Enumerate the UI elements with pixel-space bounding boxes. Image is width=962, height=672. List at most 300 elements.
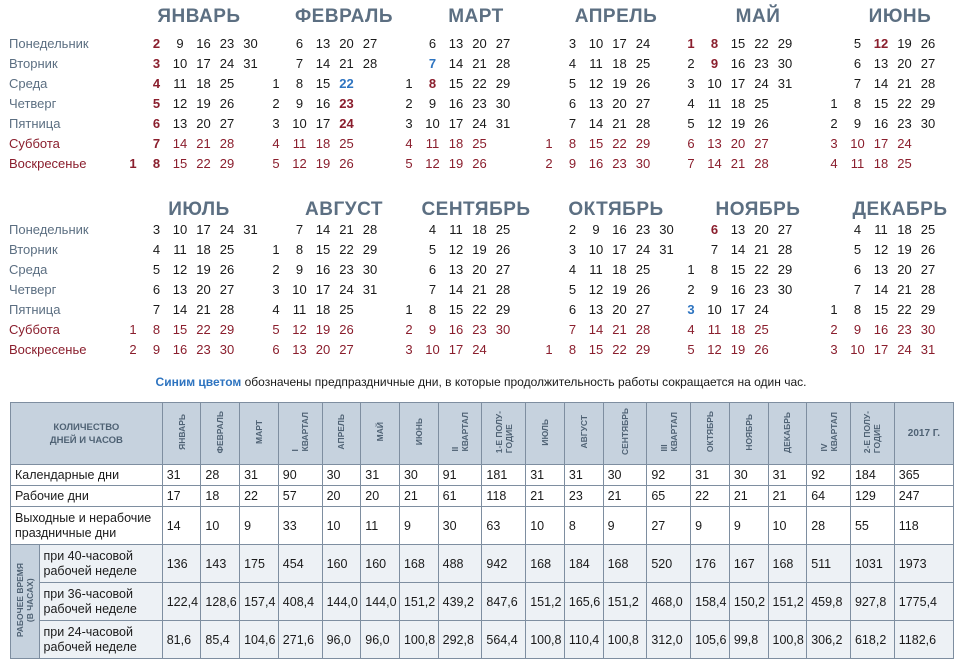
calendar-day: 21 — [196, 136, 211, 151]
calendar-day: 5 — [272, 156, 280, 171]
calendar-day: 2 — [129, 342, 137, 357]
calendar-day: 8 — [295, 76, 304, 91]
calendar-day: 28 — [362, 56, 378, 71]
calendar-day: 28 — [635, 116, 651, 131]
calendar-day: 18 — [612, 262, 627, 277]
calendar-day: 20 — [196, 116, 211, 131]
table-cell: 23 — [564, 486, 603, 507]
calendar-day: 29 — [495, 302, 511, 317]
weekday-label: Среда — [9, 76, 48, 91]
calendar-day: 10 — [172, 56, 188, 71]
table-cell: 55 — [850, 507, 894, 545]
working-hours-label: РАБОЧЕЕ ВРЕМЯ (В ЧАСАХ) — [11, 545, 40, 659]
table-cell: 17 — [162, 486, 201, 507]
calendar-day: 1 — [545, 342, 553, 357]
table-cell: 92 — [647, 465, 691, 486]
calendar-day: 20 — [612, 302, 627, 317]
calendar-day: 3 — [568, 36, 577, 51]
table-cell: 306,2 — [807, 621, 851, 659]
column-header: ЯНВАРЬ — [162, 403, 201, 465]
calendar-day: 7 — [152, 136, 161, 151]
calendar-day: 8 — [152, 156, 161, 171]
weekday-label: Четверг — [9, 282, 57, 297]
calendar-day: 1 — [687, 262, 695, 277]
table-cell: 21 — [729, 486, 768, 507]
table-cell: 168 — [603, 545, 647, 583]
calendar-day: 20 — [472, 36, 487, 51]
calendar-first-half — [0, 0, 962, 176]
table-cell: 22 — [240, 486, 279, 507]
calendar-day: 14 — [873, 282, 889, 297]
calendar-day: 27 — [777, 222, 793, 237]
row-label: при 36-часовой рабочей неделе — [39, 583, 162, 621]
calendar-day: 7 — [428, 56, 437, 71]
calendar-day: 25 — [339, 136, 354, 151]
weekday-label: Пятница — [9, 302, 61, 317]
calendar-day: 3 — [687, 76, 695, 91]
calendar-day: 18 — [196, 242, 211, 257]
table-cell: 28 — [807, 507, 851, 545]
weekday-label: Четверг — [9, 96, 57, 111]
calendar-day: 3 — [830, 136, 838, 151]
calendar-day: 6 — [568, 302, 577, 317]
calendar-day: 10 — [425, 116, 440, 131]
calendar-day: 2 — [568, 222, 577, 237]
calendar-day: 24 — [754, 302, 769, 317]
table-cell: 564,4 — [482, 621, 526, 659]
calendar-day: 9 — [428, 96, 437, 111]
calendar-day: 4 — [568, 56, 577, 71]
month-name: АВГУСТ — [305, 199, 383, 220]
calendar-day: 30 — [777, 282, 793, 297]
table-cell: 9 — [691, 507, 730, 545]
calendar-day: 5 — [428, 242, 437, 257]
calendar-day: 21 — [897, 282, 912, 297]
calendar-day: 1 — [129, 322, 137, 337]
calendar-day: 29 — [219, 322, 235, 337]
calendar-day: 24 — [754, 76, 769, 91]
table-cell: 100,8 — [399, 621, 438, 659]
table-cell: 81,6 — [162, 621, 201, 659]
calendar-day: 27 — [219, 282, 235, 297]
calendar-day: 23 — [219, 36, 235, 51]
calendar-day: 4 — [853, 222, 862, 237]
table-cell: 439,2 — [438, 583, 482, 621]
calendar-day: 1 — [272, 242, 280, 257]
calendar-day: 18 — [897, 222, 912, 237]
calendar-day: 14 — [315, 222, 331, 237]
calendar-day: 15 — [588, 342, 604, 357]
table-cell: 10 — [526, 507, 565, 545]
table-cell: 10 — [322, 507, 361, 545]
calendar-day: 28 — [362, 222, 378, 237]
calendar-day: 27 — [495, 262, 511, 277]
calendar-day: 11 — [589, 56, 603, 71]
row-label: Календарные дни — [11, 465, 163, 486]
calendar-day: 19 — [897, 36, 912, 51]
calendar-day: 30 — [920, 116, 936, 131]
calendar-day: 9 — [592, 222, 600, 237]
calendar-day: 30 — [219, 342, 235, 357]
calendar-day: 23 — [472, 322, 487, 337]
table-cell: 57 — [278, 486, 322, 507]
table-cell: 21 — [526, 486, 565, 507]
table-cell: 160 — [361, 545, 400, 583]
weekday-label: Среда — [9, 262, 48, 277]
calendar-day: 22 — [196, 322, 211, 337]
calendar-day: 25 — [219, 242, 235, 257]
calendar-day: 28 — [920, 282, 936, 297]
calendar-day: 30 — [777, 56, 793, 71]
calendar-day: 2 — [405, 322, 413, 337]
calendar-day: 10 — [588, 242, 604, 257]
calendar-day: 13 — [707, 136, 722, 151]
calendar-day: 4 — [568, 262, 577, 277]
calendar-day: 7 — [295, 56, 304, 71]
calendar-day: 15 — [315, 76, 331, 91]
table-cell: 136 — [162, 545, 201, 583]
calendar-day: 17 — [612, 36, 627, 51]
calendar-day: 20 — [196, 282, 211, 297]
calendar-day: 14 — [873, 76, 889, 91]
column-header: АПРЕЛЬ — [322, 403, 361, 465]
column-header: МАЙ — [361, 403, 400, 465]
calendar-day: 6 — [272, 342, 280, 357]
calendar-day: 26 — [635, 76, 651, 91]
calendar-day: 27 — [920, 262, 936, 277]
note-highlight: Синим цветом — [155, 375, 242, 389]
calendar-day: 7 — [853, 76, 862, 91]
calendar-day: 6 — [428, 36, 437, 51]
calendar-day: 17 — [315, 116, 331, 131]
table-cell: 151,2 — [603, 583, 647, 621]
column-header: АВГУСТ — [564, 403, 603, 465]
calendar-day: 10 — [850, 136, 865, 151]
calendar-day: 25 — [219, 76, 235, 91]
calendar-day: 2 — [830, 322, 838, 337]
calendar-day: 1 — [830, 96, 838, 111]
calendar-day: 16 — [730, 56, 746, 71]
calendar-day: 21 — [612, 322, 627, 337]
table-cell: 9 — [399, 507, 438, 545]
calendar-day: 17 — [448, 342, 464, 357]
calendar-day: 19 — [612, 282, 627, 297]
table-cell: 618,2 — [850, 621, 894, 659]
calendar-day: 31 — [243, 56, 258, 71]
table-cell: 33 — [278, 507, 322, 545]
calendar-day: 12 — [448, 242, 464, 257]
table-row — [11, 583, 954, 621]
calendar-day: 27 — [635, 96, 651, 111]
calendar-day: 10 — [707, 302, 722, 317]
table-cell: 30 — [399, 465, 438, 486]
table-row — [11, 507, 954, 545]
calendar-day: 18 — [873, 156, 889, 171]
calendar-day: 26 — [219, 262, 235, 277]
month-name: МАЙ — [735, 6, 781, 27]
column-header: III КВАРТАЛ — [647, 403, 691, 465]
calendar-day: 4 — [272, 136, 280, 151]
calendar-day: 5 — [152, 262, 161, 277]
table-cell: 520 — [647, 545, 691, 583]
calendar-day: 8 — [853, 302, 862, 317]
calendar-day: 10 — [292, 116, 307, 131]
calendar-day: 7 — [687, 156, 695, 171]
calendar-day: 29 — [920, 302, 936, 317]
calendar-day: 22 — [339, 76, 354, 91]
calendar-day: 17 — [612, 242, 627, 257]
calendar-day: 26 — [754, 342, 769, 357]
calendar-day: 22 — [754, 36, 769, 51]
calendar-day: 9 — [853, 116, 862, 131]
calendar-day: 29 — [219, 156, 235, 171]
table-cell: 10 — [768, 507, 807, 545]
calendar-day: 22 — [339, 242, 354, 257]
calendar-day: 21 — [730, 156, 746, 171]
month-name: СЕНТЯБРЬ — [421, 199, 531, 220]
calendar-day: 8 — [568, 342, 577, 357]
calendar-day: 23 — [754, 282, 769, 297]
table-cell: 30 — [729, 465, 768, 486]
column-header: ДЕКАБРЬ — [768, 403, 807, 465]
calendar-day: 26 — [920, 242, 936, 257]
table-cell: 91 — [438, 465, 482, 486]
weekday-label: Пятница — [9, 116, 61, 131]
calendar-day: 4 — [152, 76, 161, 91]
table-cell: 144,0 — [322, 583, 361, 621]
calendar-second-half — [0, 195, 962, 367]
column-header: ФЕВРАЛЬ — [201, 403, 240, 465]
calendar-day: 26 — [219, 96, 235, 111]
table-cell: 31 — [691, 465, 730, 486]
table-cell: 167 — [729, 545, 768, 583]
table-cell: 63 — [482, 507, 526, 545]
table-cell: 271,6 — [278, 621, 322, 659]
calendar-day: 15 — [873, 96, 889, 111]
calendar-day: 24 — [472, 116, 487, 131]
calendar-day: 12 — [425, 156, 440, 171]
table-cell: 100,8 — [603, 621, 647, 659]
calendar-day: 23 — [754, 56, 769, 71]
calendar-day: 12 — [707, 342, 722, 357]
table-cell: 10 — [201, 507, 240, 545]
table-cell: 92 — [807, 465, 851, 486]
calendar-day: 15 — [730, 36, 746, 51]
calendar-day: 19 — [448, 156, 464, 171]
calendar-day: 24 — [635, 242, 651, 257]
calendar-day: 4 — [405, 136, 413, 151]
table-cell: 168 — [526, 545, 565, 583]
table-cell: 168 — [768, 545, 807, 583]
table-cell: 292,8 — [438, 621, 482, 659]
calendar-day: 24 — [472, 342, 487, 357]
calendar-day: 16 — [612, 222, 627, 237]
calendar-day: 29 — [777, 262, 793, 277]
table-cell: 22 — [691, 486, 730, 507]
calendar-day: 24 — [897, 342, 912, 357]
calendar-day: 11 — [292, 136, 307, 151]
calendar-day: 25 — [495, 222, 511, 237]
calendar-day: 29 — [362, 242, 378, 257]
table-cell: 21 — [768, 486, 807, 507]
table-cell: 64 — [807, 486, 851, 507]
calendar-day: 9 — [295, 96, 304, 111]
calendar-day: 28 — [754, 156, 769, 171]
calendar-day: 25 — [472, 136, 487, 151]
table-cell: 128,6 — [201, 583, 240, 621]
calendar-day: 3 — [152, 222, 161, 237]
calendar-day: 3 — [405, 116, 413, 131]
calendar-day: 8 — [568, 136, 577, 151]
calendar-day: 25 — [635, 262, 651, 277]
table-cell: 31 — [361, 465, 400, 486]
table-cell: 20 — [322, 486, 361, 507]
calendar-day: 31 — [920, 342, 936, 357]
calendar-day: 5 — [853, 36, 862, 51]
calendar-day: 24 — [897, 136, 912, 151]
table-cell: 942 — [482, 545, 526, 583]
calendar-day: 12 — [292, 156, 307, 171]
month-name: ФЕВРАЛЬ — [294, 6, 394, 27]
calendar-day: 7 — [853, 282, 862, 297]
calendar-day: 9 — [853, 322, 862, 337]
table-cell: 65 — [647, 486, 691, 507]
table-row — [11, 465, 954, 486]
calendar-day: 10 — [172, 222, 188, 237]
calendar-day: 29 — [777, 36, 793, 51]
calendar-day: 28 — [219, 136, 235, 151]
calendar-day: 16 — [730, 282, 746, 297]
calendar-day: 8 — [428, 76, 437, 91]
calendar-day: 6 — [428, 262, 437, 277]
calendar-day: 5 — [152, 96, 161, 111]
calendar-day: 16 — [315, 262, 331, 277]
calendar-day: 24 — [219, 56, 235, 71]
calendar-day: 19 — [730, 116, 746, 131]
calendar-day: 22 — [754, 262, 769, 277]
table-cell: 27 — [647, 507, 691, 545]
calendar-day: 6 — [568, 96, 577, 111]
calendar-day: 5 — [687, 116, 695, 131]
calendar-day: 9 — [428, 322, 437, 337]
calendar-day: 17 — [448, 116, 464, 131]
calendar-day: 17 — [196, 222, 211, 237]
calendar-day: 12 — [707, 116, 722, 131]
calendar-day: 21 — [897, 76, 912, 91]
table-cell: 144,0 — [361, 583, 400, 621]
table-cell: 118 — [482, 486, 526, 507]
weekday-label: Понедельник — [9, 36, 89, 51]
calendar-day: 16 — [588, 156, 604, 171]
calendar-day: 14 — [448, 282, 464, 297]
calendar-day: 6 — [152, 116, 161, 131]
calendar-day: 13 — [873, 262, 889, 277]
calendar-day: 1 — [830, 302, 838, 317]
column-header: ИЮНЬ — [399, 403, 438, 465]
calendar-day: 2 — [545, 156, 553, 171]
calendar-day: 7 — [568, 322, 577, 337]
calendar-day: 3 — [830, 342, 838, 357]
column-header: ИЮЛЬ — [526, 403, 565, 465]
calendar-day: 16 — [172, 342, 188, 357]
hours-table — [10, 402, 954, 659]
calendar-day: 13 — [315, 36, 331, 51]
table-cell: 365 — [894, 465, 953, 486]
calendar-day: 11 — [707, 96, 722, 111]
table-cell: 100,8 — [768, 621, 807, 659]
calendar-day: 24 — [219, 222, 235, 237]
calendar-day: 5 — [687, 342, 695, 357]
calendar-day: 21 — [339, 222, 354, 237]
calendar-day: 3 — [152, 56, 161, 71]
calendar-day: 31 — [495, 116, 511, 131]
calendar-day: 17 — [730, 76, 746, 91]
calendar-day: 21 — [472, 56, 487, 71]
table-cell: 184 — [850, 465, 894, 486]
calendar-day: 2 — [272, 96, 280, 111]
month-name: НОЯБРЬ — [715, 199, 801, 220]
weekday-label: Суббота — [9, 136, 60, 151]
calendar-day: 22 — [196, 156, 211, 171]
calendar-day: 25 — [754, 96, 769, 111]
calendar-day: 16 — [448, 322, 464, 337]
column-header: I КВАРТАЛ — [278, 403, 322, 465]
calendar-day: 5 — [853, 242, 862, 257]
month-name: АПРЕЛЬ — [574, 6, 658, 27]
calendar-day: 6 — [853, 262, 862, 277]
calendar-day: 21 — [754, 242, 769, 257]
calendar-day: 25 — [897, 156, 912, 171]
calendar-day: 11 — [173, 242, 187, 257]
table-cell: 96,0 — [322, 621, 361, 659]
calendar-day: 17 — [315, 282, 331, 297]
calendar-day: 11 — [173, 76, 187, 91]
table-cell: 61 — [438, 486, 482, 507]
calendar-day: 19 — [897, 242, 912, 257]
calendar-day: 15 — [448, 302, 464, 317]
table-cell: 1182,6 — [894, 621, 953, 659]
calendar-day: 22 — [472, 302, 487, 317]
column-header: НОЯБРЬ — [729, 403, 768, 465]
table-cell: 96,0 — [361, 621, 400, 659]
table-cell: 175 — [240, 545, 279, 583]
calendar-day: 15 — [873, 302, 889, 317]
calendar-day: 19 — [472, 242, 487, 257]
table-cell: 184 — [564, 545, 603, 583]
calendar-day: 8 — [853, 96, 862, 111]
calendar-day: 27 — [495, 36, 511, 51]
table-cell: 150,2 — [729, 583, 768, 621]
weekday-label: Воскресенье — [9, 156, 87, 171]
calendar-day: 26 — [339, 322, 354, 337]
table-cell: 31 — [240, 465, 279, 486]
calendar-day: 9 — [295, 262, 304, 277]
calendar-day: 8 — [295, 242, 304, 257]
calendar-day: 28 — [920, 76, 936, 91]
calendar-day: 23 — [472, 96, 487, 111]
preholiday-note — [0, 375, 962, 389]
calendar-day: 2 — [830, 116, 838, 131]
calendar-day: 3 — [272, 116, 280, 131]
calendar-day: 31 — [659, 242, 674, 257]
calendar-day: 14 — [172, 302, 188, 317]
calendar-day: 21 — [472, 282, 487, 297]
column-header: 2017 Г. — [894, 403, 953, 465]
calendar-day: 17 — [873, 136, 889, 151]
calendar-day: 18 — [472, 222, 487, 237]
table-cell: 157,4 — [240, 583, 279, 621]
table-cell: 151,2 — [768, 583, 807, 621]
